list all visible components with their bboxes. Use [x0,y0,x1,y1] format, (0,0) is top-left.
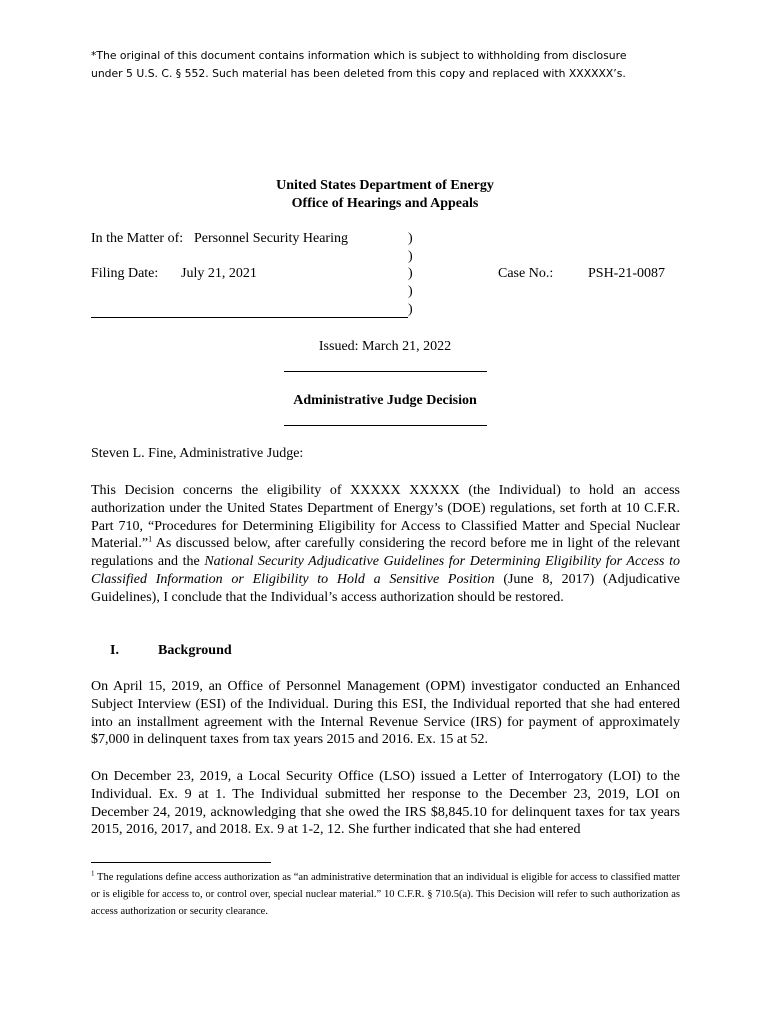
footnote-ref: 1 [148,534,153,544]
divider-line [284,425,487,426]
caption-paren: ) [408,284,413,299]
agency-name: United States Department of Energy [276,178,494,193]
judge-line: Steven L. Fine, Administrative Judge: [91,446,304,461]
background-paragraph: On April 15, 2019, an Office of Personnel Management (OPM) investigator conducted an Enhanced Subject Interview (ESI) of the Individual. During this ESI, the Individual reported that she had entered into an installment agreement with the Internal Revenue Service (IRS) for payment of approximately $7,000 in delinquent taxes from tax years 2015 and 2016. Ex. 15 at 52. [91,679,680,748]
caption-paren: ) [408,231,413,246]
issued-date: Issued: March 21, 2022 [318,339,452,354]
case-number-value: PSH-21-0087 [588,266,666,281]
section-number: I. [110,643,119,658]
caption-paren: ) [408,302,413,317]
divider-line [284,371,487,372]
guidelines-title: National Security Adjudicative Guidelines for Determining Eligibility for Access to Classified Information or Eligibility to Hold a Sensitive Position [91,554,680,587]
caption-paren: ) [408,266,413,281]
redaction-notice [91,47,691,83]
footnote [91,869,680,920]
filing-date-value: July 21, 2021 [181,266,257,281]
case-number-label: Case No.: [498,266,554,281]
footnote-separator [91,862,271,863]
filing-date-label: Filing Date: [91,266,159,281]
intro-text-2: As discussed below, after carefully considering the record before me in light of the relevant regulations and the [91,536,680,570]
section-title: Background [158,643,232,658]
redaction-notice-line-1: *The original of this document contains information which is subject to withholding from disclosure [91,49,627,62]
matter-label: In the Matter of: [91,231,184,246]
office-name: Office of Hearings and Appeals [291,196,479,211]
matter-value: Personnel Security Hearing [194,231,348,246]
intro-text-3: (June 8, 2017) (Adjudicative Guidelines), I conclude that the Individual’s access authorization should be restored. [91,571,680,605]
footnote-number: 1 [91,869,95,878]
intro-paragraph [91,482,680,607]
caption-rule [91,317,408,318]
decision-title: Administrative Judge Decision [293,393,477,408]
caption-paren: ) [408,249,413,264]
footnote-text: The regulations define access authorization as “an administrative determination that an individual is eligible for access to classified matter or is eligible for access to, or control over, special nuclear material.” 10 C.F.R. § 710.5(a). This Decision will refer to such authorization as access authorization or security clearance. [91,872,680,917]
intro-text-1: This Decision concerns the eligibility of XXXXX XXXXX (the Individual) to hold an access authorization under the United States Department of Energy’s (DOE) regulations, set forth at 10 C.F.R. Part 710, “Procedures for Determining Eligibility for Access to Classified Matter and Special Nuclear Material.” [91,483,680,552]
background-paragraph: On December 23, 2019, a Local Security Office (LSO) issued a Letter of Interrogatory (LOI) to the Individual. Ex. 9 at 1. The Individual submitted her response to the December 23, 2019, LOI on December 24, 2019, acknowledging that she owed the IRS $8,845.10 for delinquent taxes for tax years 2015, 2016, 2017, and 2018. Ex. 9 at 1-2, 12. She further indicated that she had entered [91,769,680,838]
redaction-notice-line-2: under 5 U.S. C. § 552. Such material has been deleted from this copy and replaced with XXXXXX’s. [91,67,626,80]
